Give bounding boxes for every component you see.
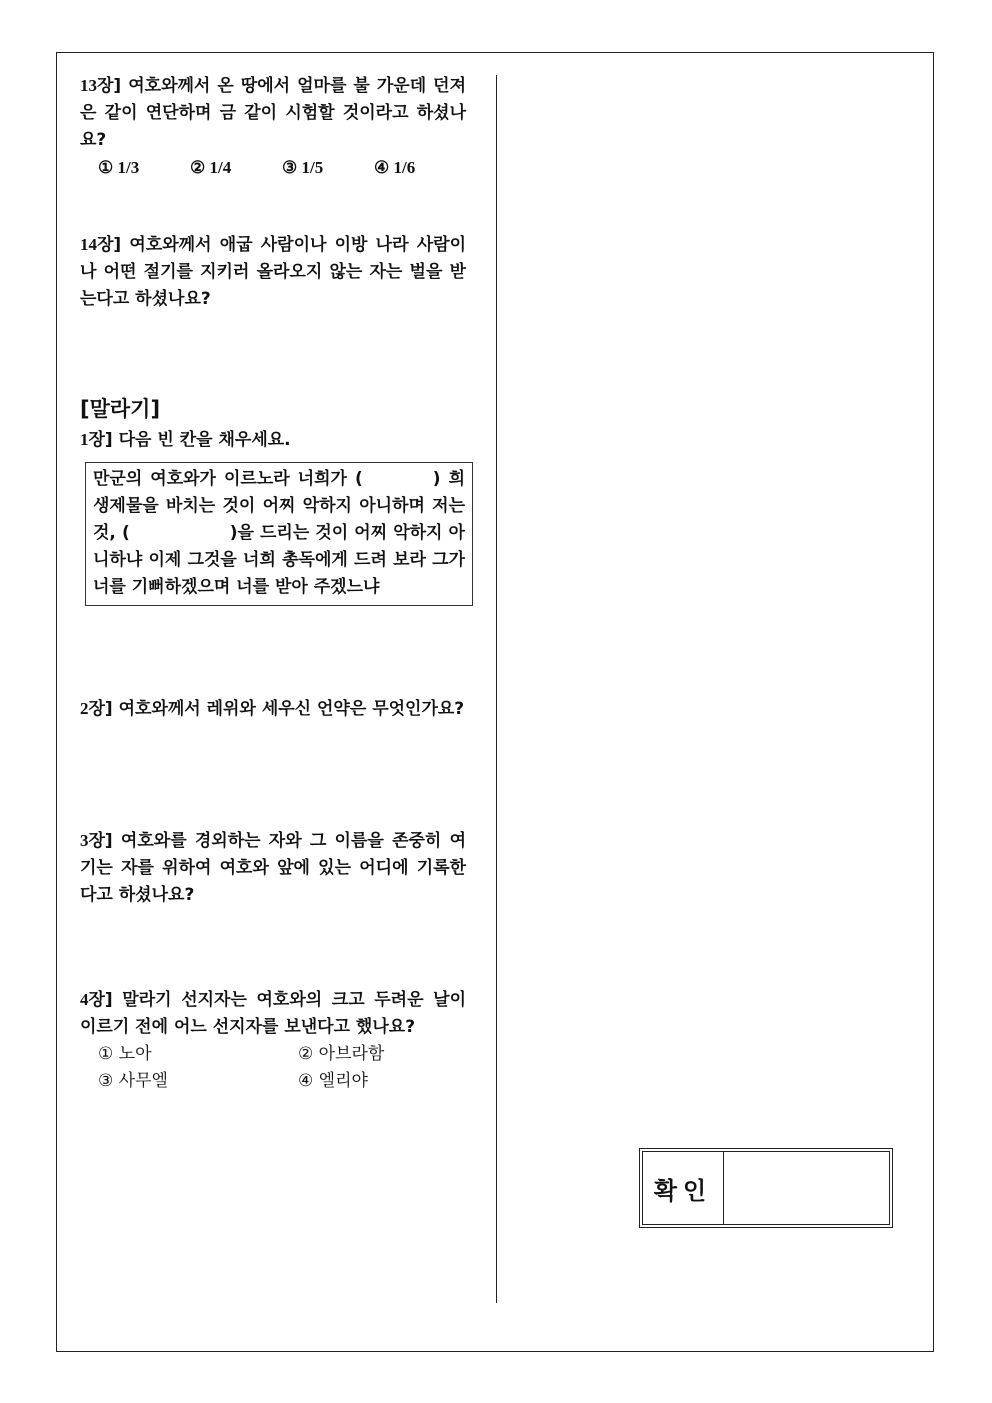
option-samuel[interactable]: ③ 사무엘 [98,1071,168,1091]
fill-in-text-3: 희생제물을 바치는 것이 어찌 악하지 아니하며 저는 것, ( [93,469,466,543]
fill-in-text-1: 만군의 여호와가 이르노라 너희가 ( [93,469,363,489]
malachi-question-2 [80,695,466,723]
option-3[interactable]: ③ 1/5 [282,158,324,177]
fill-in-text-4: )을 드리는 것이 어찌 악하지 아니하냐 이제 그것을 너희 총독에게 드려 보라 그가 너를 기뻐하겠으며 너를 받아 주겠느냐 [93,523,465,597]
confirm-label: 확인 [643,1152,724,1224]
question-13-number: 13 [80,76,97,95]
malachi-question-1-number: 1 [80,430,89,449]
option-1[interactable]: ① 1/3 [98,158,140,177]
malachi-question-2-text: 장] 여호와께서 레위와 세우신 언약은 무엇인가요? [88,699,465,719]
confirm-signature-area[interactable] [724,1152,889,1224]
malachi-question-3 [80,827,466,909]
malachi-question-1 [80,426,466,454]
question-14-number: 14 [80,235,97,254]
malachi-question-4-number: 4 [80,990,89,1009]
column-divider [496,75,497,1303]
fill-in-text-2: ) [432,469,441,489]
option-noah[interactable]: ① 노아 [98,1044,152,1064]
fill-in-box [85,462,473,606]
malachi-question-4-options [80,1041,466,1095]
malachi-question-3-number: 3 [80,831,89,850]
question-14 [80,231,466,313]
option-abraham[interactable]: ② 아브라함 [298,1044,385,1064]
section-heading-malachi: [말라기] [80,397,161,421]
malachi-question-3-text: 장] 여호와를 경외하는 자와 그 이름을 존중히 여기는 자를 위하여 여호와 앞에 있는 어디에 기록한다고 하셨나요? [80,831,466,905]
option-4[interactable]: ④ 1/6 [374,158,416,177]
malachi-question-1-text: 장] 다음 빈 칸을 채우세요. [88,430,291,450]
confirm-box-inner [642,1151,890,1225]
question-13-text: 장] 여호와께서 온 땅에서 얼마를 불 가운데 던져 은 같이 연단하며 금 같이 시험할 것이라고 하셨나요? [80,76,466,150]
option-2[interactable]: ② 1/4 [190,158,232,177]
confirm-box [639,1148,893,1228]
malachi-question-2-number: 2 [80,699,89,718]
question-13-options [80,154,466,181]
malachi-question-4-text: 장] 말라기 선지자는 여호와의 크고 두려운 날이 이르기 전에 어느 선지자를 보낸다고 했나요? [80,990,466,1037]
question-13 [80,72,466,181]
question-14-text: 장] 여호와께서 애굽 사람이나 이방 나라 사람이나 어떤 절기를 지키러 올라오지 않는 자는 벌을 받는다고 하셨나요? [80,235,466,309]
malachi-question-4 [80,986,466,1095]
option-elijah[interactable]: ④ 엘리야 [298,1071,368,1091]
